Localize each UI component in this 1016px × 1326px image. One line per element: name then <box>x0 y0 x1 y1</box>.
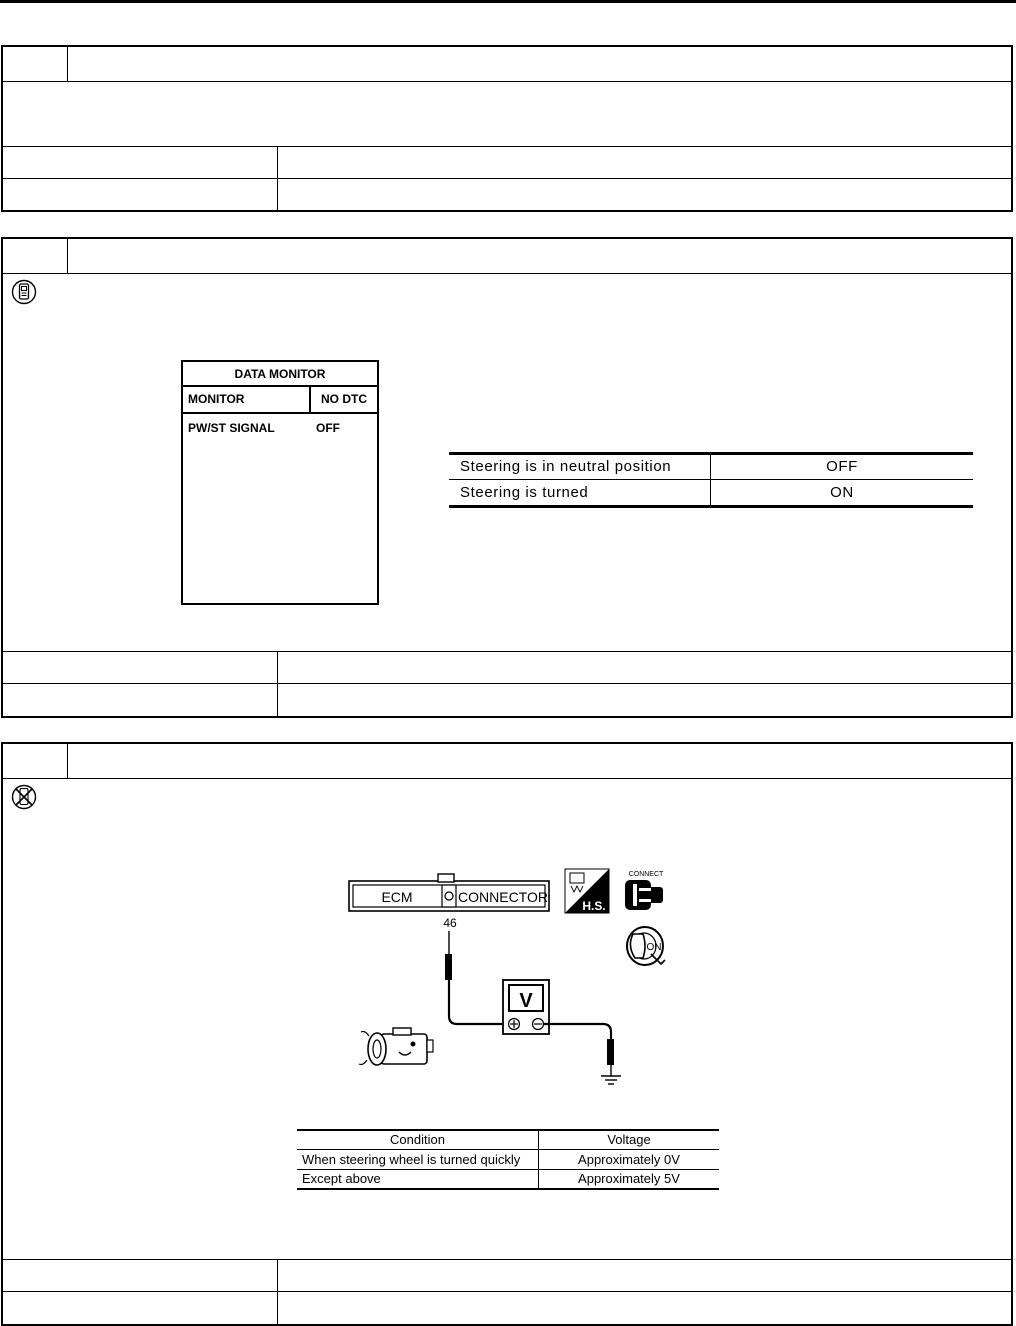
hs-label: H.S. <box>582 899 606 913</box>
terminal-number: 46 <box>443 916 457 930</box>
condition-except-above: Except above <box>302 1171 381 1186</box>
consult-tool-icon <box>11 279 37 305</box>
result-label-cell <box>3 179 278 211</box>
connect-label: CONNECT <box>628 871 664 878</box>
data-monitor-divider <box>183 385 377 387</box>
steering-condition-neutral: Steering is in neutral position <box>460 458 672 475</box>
result-row-ng <box>3 178 1011 211</box>
result-label-cell <box>3 1292 278 1324</box>
steering-condition-turned: Steering is turned <box>460 484 589 501</box>
result-label-cell <box>3 652 278 684</box>
step-number-cell <box>3 239 68 273</box>
result-label-cell <box>3 684 278 716</box>
connector-label: CONNECTOR <box>458 889 548 905</box>
result-label-cell <box>3 1260 278 1292</box>
voltage-header: Voltage <box>607 1132 651 1147</box>
result-row-ng <box>3 683 1011 716</box>
voltmeter-label: V <box>519 990 533 1012</box>
steering-value-turned: ON <box>830 484 854 501</box>
result-row-ok <box>3 651 1011 684</box>
monitor-column-label: MONITOR <box>188 392 245 406</box>
monitor-item-value: OFF <box>316 421 340 435</box>
step-box-2 <box>1 237 1013 718</box>
table-row-rule <box>297 1169 719 1170</box>
steering-signal-table <box>449 452 973 508</box>
data-monitor-title: DATA MONITOR <box>234 367 326 381</box>
steering-value-neutral: OFF <box>826 458 858 475</box>
table-top-rule <box>297 1129 719 1131</box>
no-tools-icon <box>11 784 37 810</box>
connect-plug-icon <box>625 880 663 910</box>
voltage-check-diagram <box>333 864 693 1094</box>
result-row-ng <box>3 1291 1011 1324</box>
monitor-item-name: PW/ST SIGNAL <box>188 421 275 435</box>
voltage-condition-table <box>297 1129 719 1191</box>
step-number-cell <box>3 47 68 81</box>
condition-header: Condition <box>390 1132 445 1147</box>
voltage-except-above: Approximately 5V <box>578 1171 680 1186</box>
result-row-ok <box>3 1259 1011 1292</box>
status-column-label: NO DTC <box>321 392 367 406</box>
step-header <box>3 744 1011 779</box>
step-number-cell <box>3 744 68 778</box>
voltage-turned-quickly: Approximately 0V <box>578 1152 680 1167</box>
data-monitor-screen <box>181 360 379 605</box>
engine-running-icon <box>359 1028 433 1065</box>
ecm-label: ECM <box>381 889 413 905</box>
table-top-rule <box>449 452 973 455</box>
top-rule <box>0 0 1016 3</box>
result-row-ok <box>3 146 1011 179</box>
step-header <box>3 47 1011 82</box>
column-divider <box>309 385 311 412</box>
table-row-rule <box>449 479 973 480</box>
result-label-cell <box>3 147 278 179</box>
step-box-1 <box>1 45 1013 212</box>
step-box-3 <box>1 742 1013 1326</box>
data-monitor-divider <box>183 412 377 414</box>
table-header-rule <box>297 1149 719 1150</box>
table-bottom-rule <box>297 1188 719 1190</box>
condition-turned-quickly: When steering wheel is turned quickly <box>302 1152 521 1167</box>
step-header <box>3 239 1011 274</box>
table-bottom-rule <box>449 505 973 508</box>
ignition-on-label: ON <box>646 942 662 953</box>
